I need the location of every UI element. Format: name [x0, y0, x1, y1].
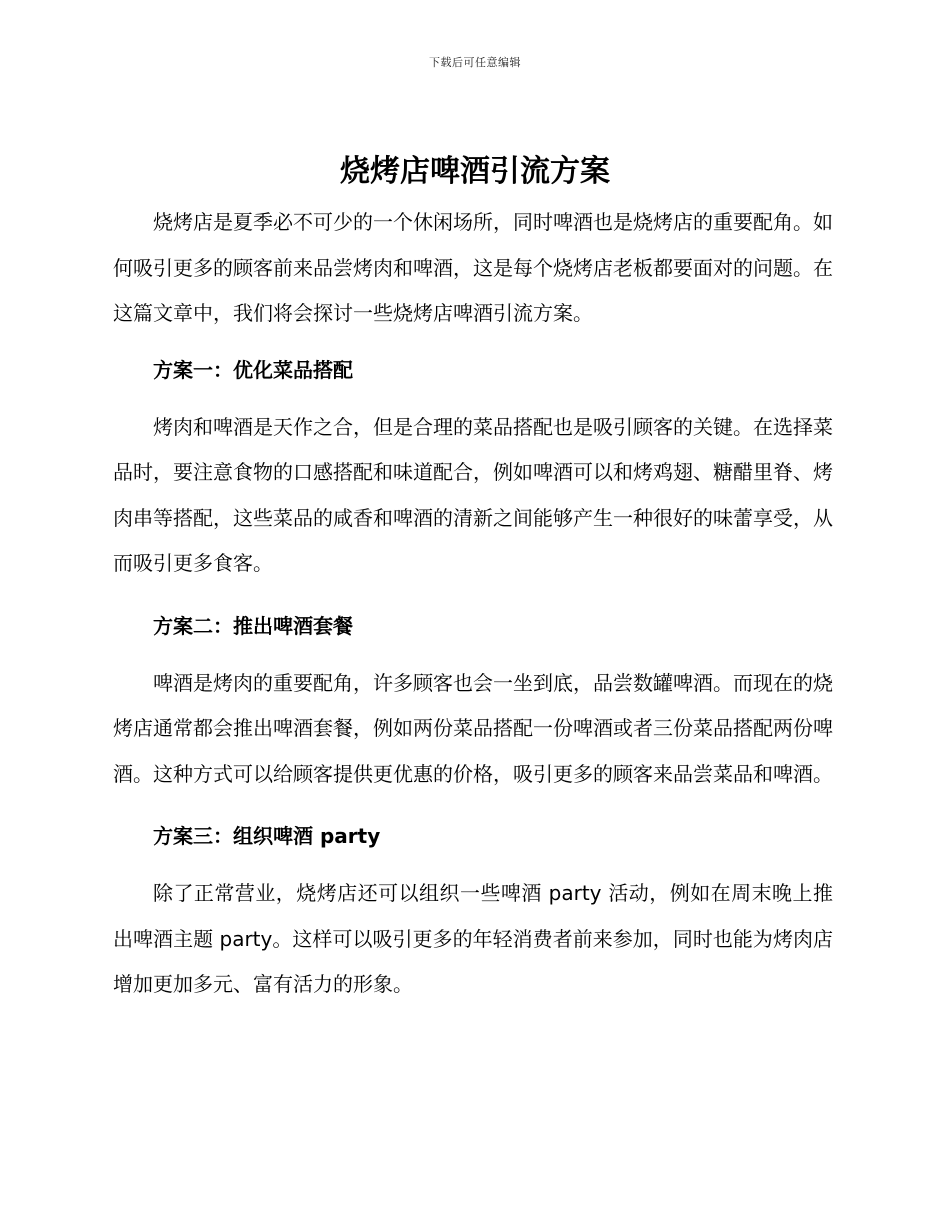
- document-title: 烧烤店啤酒引流方案: [340, 154, 610, 189]
- document-body: [113, 200, 833, 1008]
- page-header-note: 下载后可任意编辑: [429, 56, 521, 69]
- section-heading-3: 方案三：组织啤酒 party: [153, 824, 381, 848]
- section-heading-2: 方案二：推出啤酒套餐: [153, 613, 353, 638]
- section-heading-1: 方案一：优化菜品搭配: [153, 357, 353, 382]
- section-body-3: 除了正常营业，烧烤店还可以组织一些啤酒 party 活动，例如在周末晚上推出啤酒主题 party。这样可以吸引更多的年轻消费者前来参加，同时也能为烤肉店增加更加多元、富有活力的形象。: [113, 881, 833, 996]
- intro-paragraph: 烧烤店是夏季必不可少的一个休闲场所，同时啤酒也是烧烤店的重要配角。如何吸引更多的顾客前来品尝烤肉和啤酒，这是每个烧烤店老板都要面对的问题。在这篇文章中，我们将会探讨一些烧烤店啤酒引流方案。: [113, 210, 833, 325]
- section-body-2: 啤酒是烤肉的重要配角，许多顾客也会一坐到底，品尝数罐啤酒。而现在的烧烤店通常都会推出啤酒套餐，例如两份菜品搭配一份啤酒或者三份菜品搭配两份啤酒。这种方式可以给顾客提供更优惠的价格，吸引更多的顾客来品尝菜品和啤酒。: [113, 670, 833, 786]
- section-body-1: 烤肉和啤酒是天作之合，但是合理的菜品搭配也是吸引顾客的关键。在选择菜品时，要注意食物的口感搭配和味道配合，例如啤酒可以和烤鸡翅、糖醋里脊、烤肉串等搭配，这些菜品的咸香和啤酒的清新之间能够产生一种很好的味蕾享受，从而吸引更多食客。: [113, 414, 833, 575]
